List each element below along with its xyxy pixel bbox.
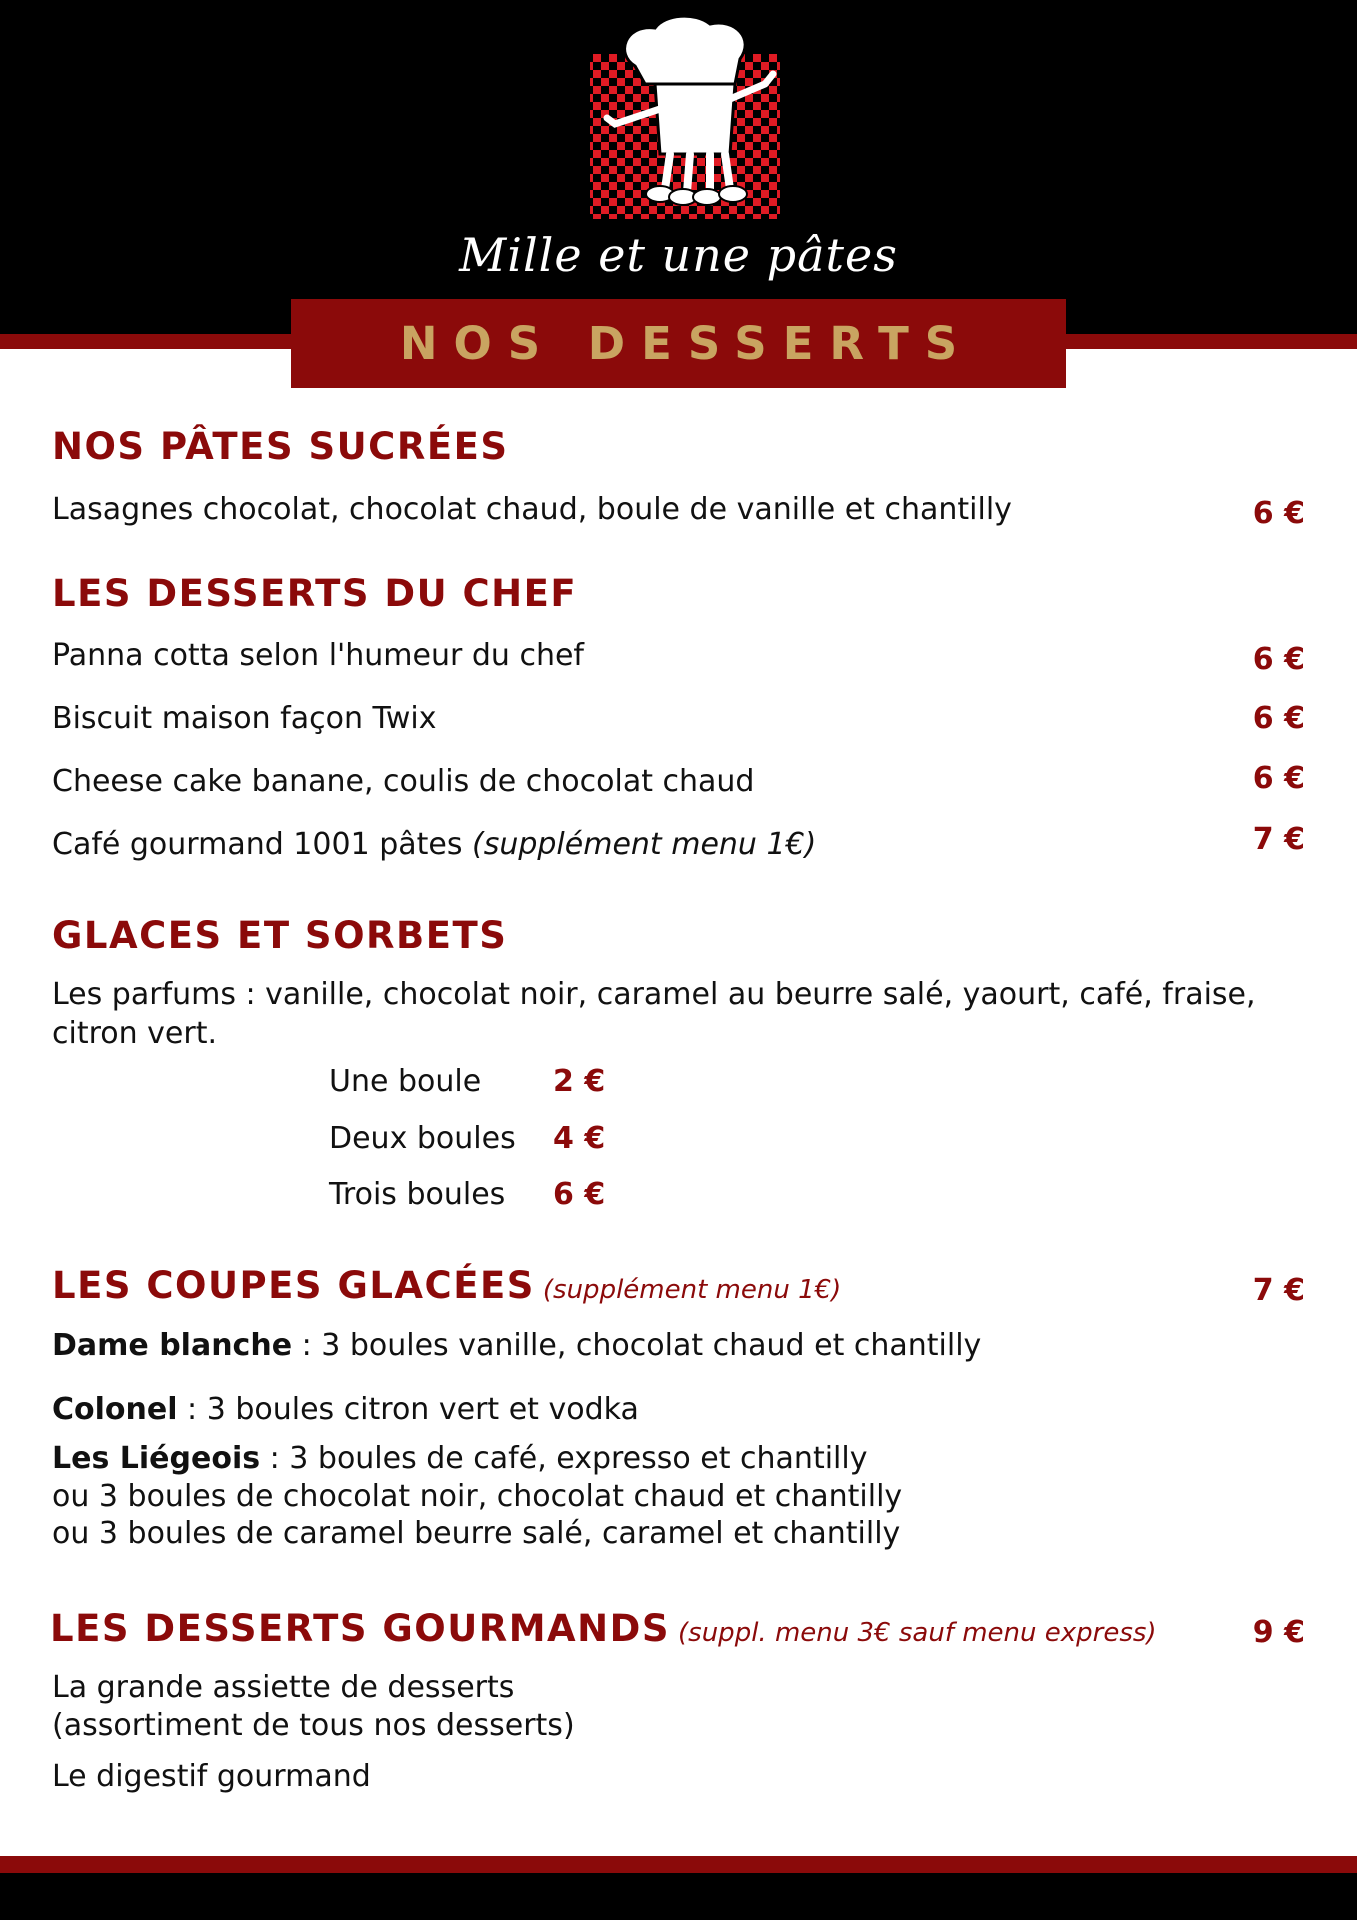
scoop-label: Trois boules bbox=[329, 1177, 506, 1212]
section-title-coupes bbox=[52, 1264, 841, 1307]
section-title-text: LES COUPES GLACÉES bbox=[52, 1264, 535, 1307]
menu-item-price: 6 € bbox=[1252, 642, 1305, 677]
coupe-name: Les Liégeois bbox=[52, 1441, 261, 1476]
gourmand-item-line: La grande assiette de desserts bbox=[52, 1670, 515, 1705]
section-title-text: LES DESSERTS GOURMANDS bbox=[50, 1607, 671, 1650]
scoop-price: 6 € bbox=[553, 1177, 606, 1212]
gourmand-item-line: (assortiment de tous nos desserts) bbox=[52, 1708, 575, 1743]
coupe-item bbox=[52, 1392, 639, 1427]
section-title-pates-sucrees: NOS PÂTES SUCRÉES bbox=[52, 425, 509, 468]
section-title-desserts-chef: LES DESSERTS DU CHEF bbox=[52, 572, 578, 615]
section-price: 9 € bbox=[1252, 1615, 1305, 1650]
gourmand-item-line: Le digestif gourmand bbox=[52, 1759, 371, 1794]
menu-item-label: Panna cotta selon l'humeur du chef bbox=[52, 638, 584, 673]
menu-item-label: Cheese cake banane, coulis de chocolat chaud bbox=[52, 764, 755, 799]
coupe-item-line: ou 3 boules de caramel beurre salé, caramel et chantilly bbox=[52, 1516, 901, 1551]
section-price: 7 € bbox=[1252, 1273, 1305, 1308]
section-title-gourmands bbox=[50, 1607, 1157, 1650]
coupe-desc: : 3 boules citron vert et vodka bbox=[177, 1392, 639, 1427]
section-title-glaces: GLACES ET SORBETS bbox=[52, 914, 508, 957]
scoop-price: 4 € bbox=[553, 1121, 606, 1156]
chef-logo-icon bbox=[585, 14, 785, 224]
menu-item-label: Lasagnes chocolat, chocolat chaud, boule de vanille et chantilly bbox=[52, 492, 1012, 527]
scoop-label: Une boule bbox=[329, 1064, 482, 1099]
scoop-label: Deux boules bbox=[329, 1121, 516, 1156]
coupe-name: Dame blanche bbox=[52, 1328, 293, 1363]
menu-item-price: 7 € bbox=[1252, 822, 1305, 857]
page-title: NOS DESSERTS bbox=[399, 317, 974, 370]
menu-item-cafe-gourmand bbox=[52, 827, 816, 862]
coupe-item bbox=[52, 1441, 867, 1476]
menu-item-price: 6 € bbox=[1252, 761, 1305, 796]
coupe-desc: : 3 boules de café, expresso et chantilly bbox=[260, 1441, 868, 1476]
coupe-item-line: ou 3 boules de chocolat noir, chocolat chaud et chantilly bbox=[52, 1479, 903, 1514]
coupe-name: Colonel bbox=[52, 1392, 178, 1427]
menu-item-price: 6 € bbox=[1252, 701, 1305, 736]
menu-item-price: 6 € bbox=[1252, 496, 1305, 531]
footer-band bbox=[0, 1873, 1357, 1920]
menu-item-label: Biscuit maison façon Twix bbox=[52, 701, 437, 736]
menu-item-note: (supplément menu 1€) bbox=[472, 827, 817, 862]
brand-logo-text: Mille et une pâtes bbox=[459, 228, 898, 282]
footer-divider bbox=[0, 1856, 1357, 1873]
flavors-description: Les parfums : vanille, chocolat noir, caramel au beurre salé, yaourt, café, fraise, citron vert. bbox=[52, 977, 1256, 1051]
scoop-price: 2 € bbox=[553, 1064, 606, 1099]
section-note: (supplément menu 1€) bbox=[542, 1275, 842, 1305]
coupe-item bbox=[52, 1328, 981, 1363]
section-note: (suppl. menu 3€ sauf menu express) bbox=[678, 1618, 1157, 1648]
page-title-banner bbox=[291, 299, 1066, 388]
coupe-desc: : 3 boules vanille, chocolat chaud et chantilly bbox=[292, 1328, 982, 1363]
menu-item-label: Café gourmand 1001 pâtes bbox=[52, 827, 472, 862]
